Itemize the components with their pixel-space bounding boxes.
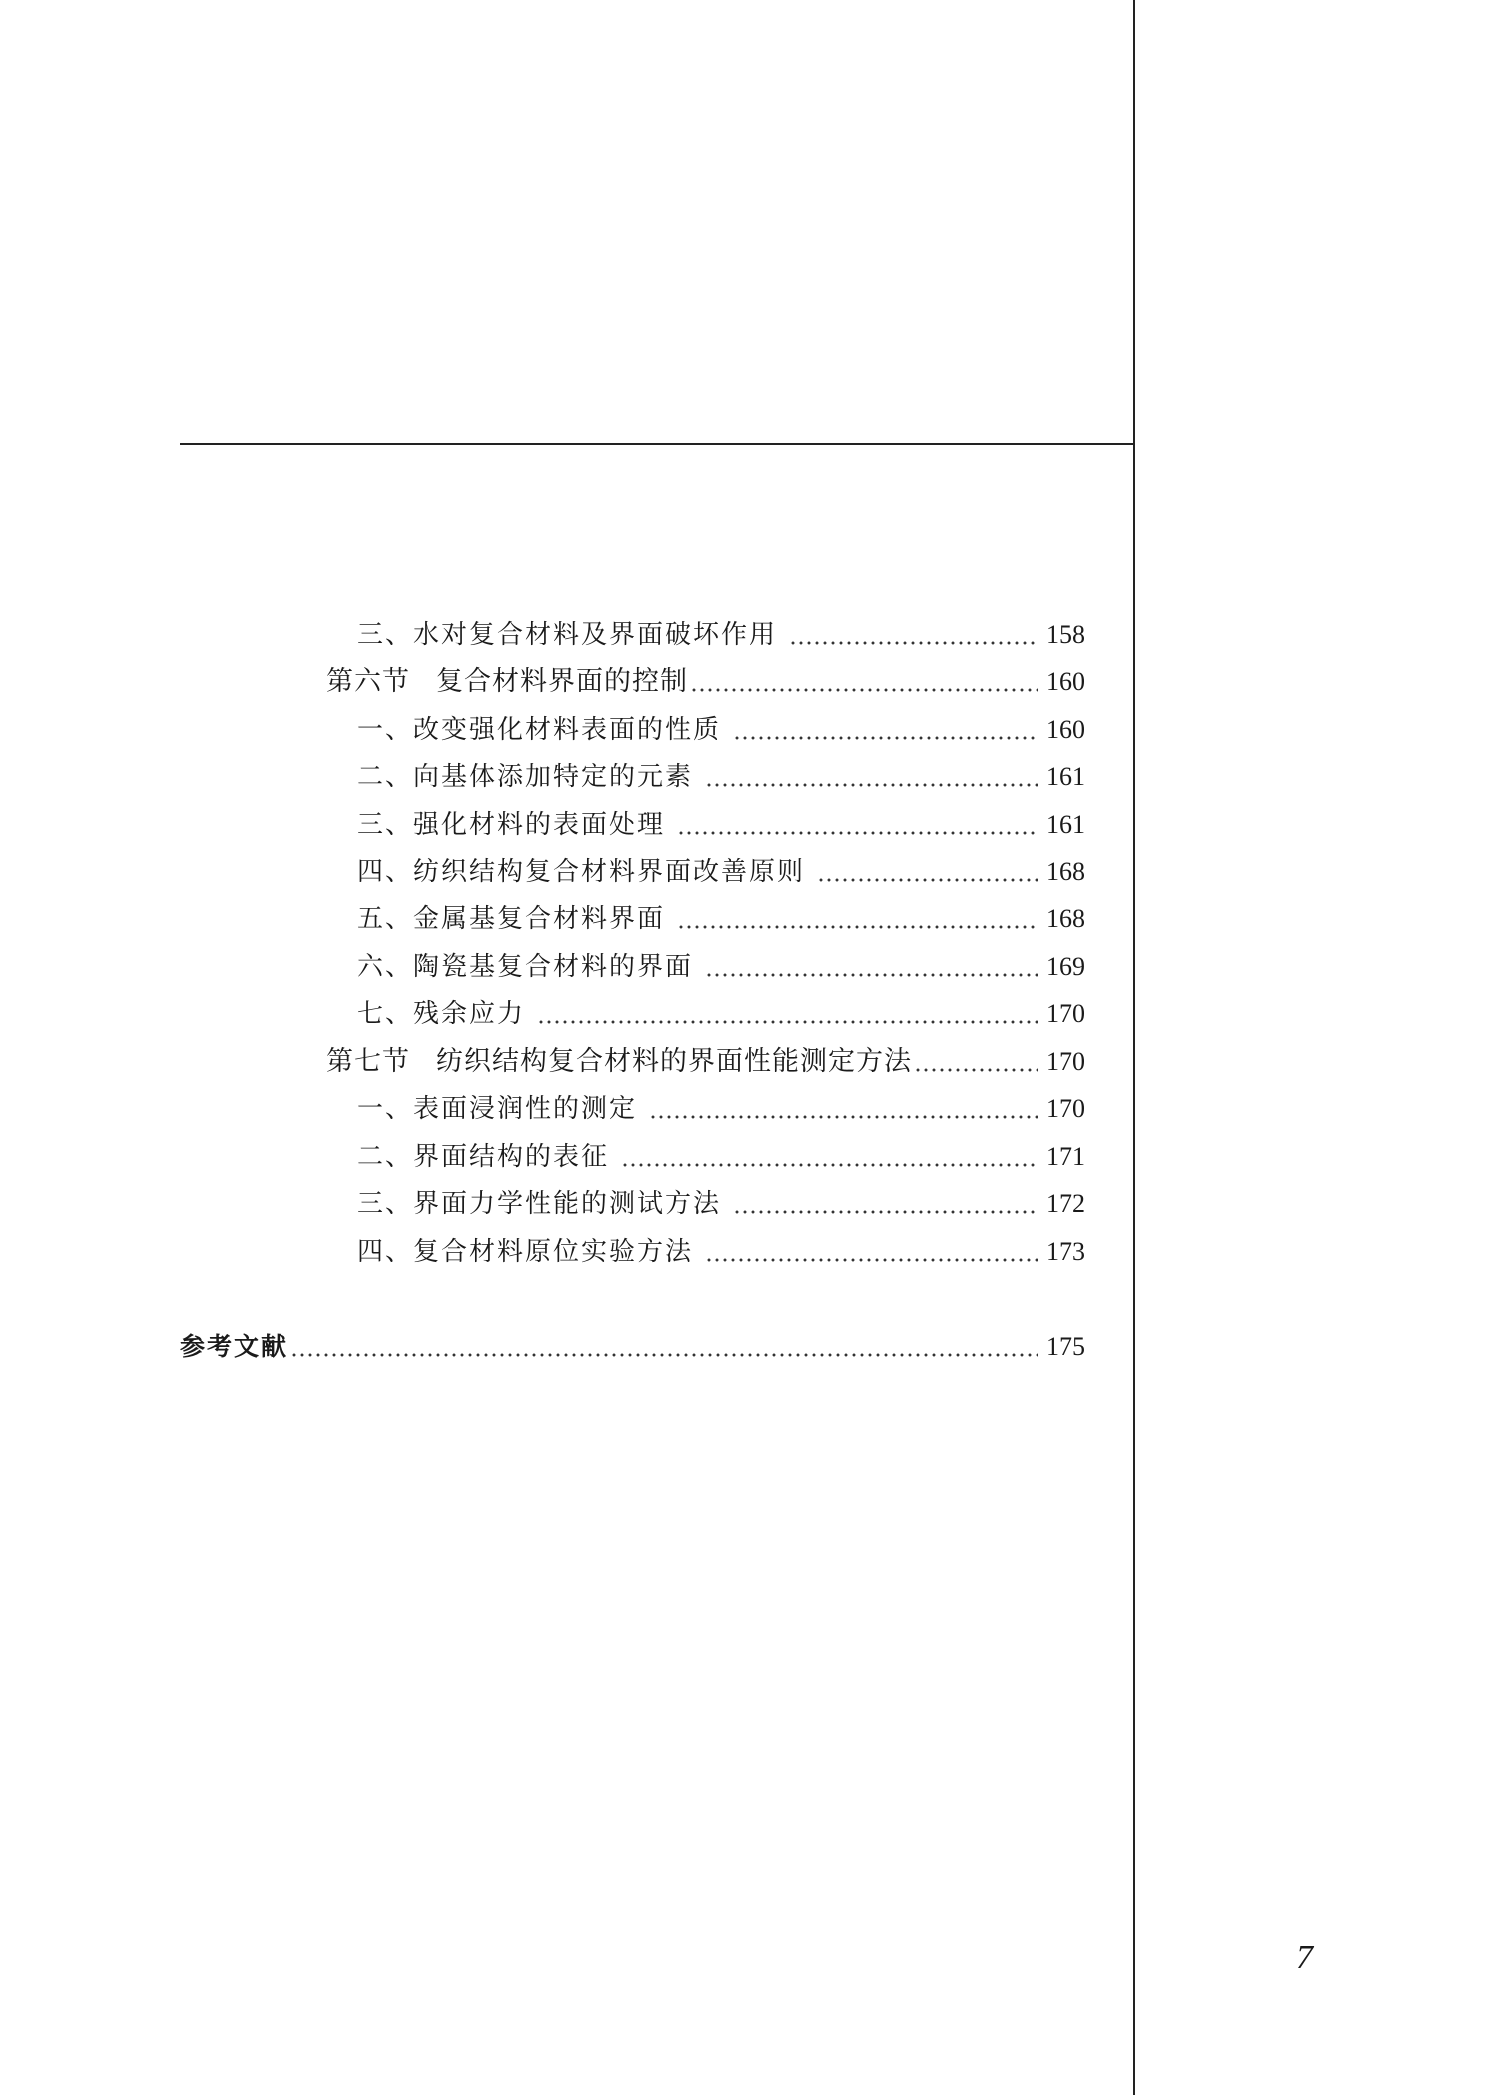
- toc-entry-page: 160: [1046, 667, 1085, 696]
- toc-section-entry[interactable]: [326, 1042, 1085, 1082]
- toc-entry-page: 170: [1046, 1094, 1085, 1123]
- dot-leader: [621, 1137, 1038, 1177]
- toc-entry-page: 161: [1046, 810, 1085, 839]
- dot-leader: [733, 1184, 1038, 1224]
- toc-entry-page: 169: [1046, 952, 1085, 981]
- dot-leader: [705, 757, 1038, 797]
- dot-leader: [690, 662, 1038, 702]
- toc-entry-title: 四、复合材料原位实验方法: [357, 1237, 694, 1267]
- dot-leader: [817, 852, 1038, 892]
- toc-entry[interactable]: [357, 1184, 1085, 1224]
- toc-entry-page: 172: [1046, 1189, 1085, 1218]
- toc-entry-page: 173: [1046, 1237, 1085, 1266]
- toc-entry[interactable]: [357, 805, 1085, 845]
- references-title: 参考文献: [180, 1332, 289, 1361]
- toc-entry-title: 二、向基体添加特定的元素: [357, 762, 694, 792]
- toc-entry[interactable]: [357, 994, 1085, 1034]
- section-number: 第六节: [326, 666, 410, 697]
- toc-entry[interactable]: [357, 1137, 1085, 1177]
- toc-entry-title: 一、改变强化材料表面的性质: [357, 715, 722, 745]
- toc-entry-page: 168: [1046, 904, 1085, 933]
- toc-entry-page: 158: [1046, 620, 1085, 649]
- dot-leader: [733, 710, 1038, 750]
- toc-entry-title: 三、强化材料的表面处理: [357, 810, 666, 840]
- dot-leader: [677, 805, 1038, 845]
- dot-leader: [649, 1089, 1038, 1129]
- page-number: 7: [1296, 1939, 1313, 1976]
- toc-entry[interactable]: [357, 1089, 1085, 1129]
- section-number: 第七节: [326, 1046, 410, 1077]
- toc-entry-page: 170: [1046, 1047, 1085, 1076]
- dot-leader: [705, 947, 1038, 987]
- toc-entry-title: 六、陶瓷基复合材料的界面: [357, 952, 694, 982]
- toc-entry-title: 纺织结构复合材料的界面性能测定方法: [436, 1046, 912, 1077]
- toc-entry-title: 七、残余应力: [357, 999, 526, 1029]
- dot-leader: [537, 994, 1038, 1034]
- toc-entry[interactable]: [357, 757, 1085, 797]
- toc-entry-page: 170: [1046, 999, 1085, 1028]
- toc-entry[interactable]: [357, 899, 1085, 939]
- toc-entry[interactable]: [357, 947, 1085, 987]
- toc-entry-title: 复合材料界面的控制: [436, 666, 688, 697]
- dot-leader: [705, 1232, 1038, 1272]
- references-page: 175: [1046, 1332, 1085, 1361]
- dot-leader: [290, 1327, 1038, 1367]
- toc-entry-title: 三、水对复合材料及界面破坏作用: [357, 620, 778, 650]
- toc-entry[interactable]: [357, 615, 1085, 655]
- dot-leader: [677, 899, 1038, 939]
- toc-entry-title: 一、表面浸润性的测定: [357, 1094, 638, 1124]
- toc-entry[interactable]: [357, 710, 1085, 750]
- toc-entry-title: 二、界面结构的表征: [357, 1142, 610, 1172]
- toc-entry-title: 五、金属基复合材料界面: [357, 904, 666, 934]
- toc-entry[interactable]: [357, 852, 1085, 892]
- toc-entry-page: 171: [1046, 1142, 1085, 1171]
- toc-entry-title: 四、纺织结构复合材料界面改善原则: [357, 857, 806, 887]
- toc-entry-page: 161: [1046, 762, 1085, 791]
- dot-leader: [789, 615, 1038, 655]
- toc-entry-page: 168: [1046, 857, 1085, 886]
- toc-entry-page: 160: [1046, 715, 1085, 744]
- toc-section-entry[interactable]: [326, 662, 1085, 702]
- toc-entry-title: 三、界面力学性能的测试方法: [357, 1189, 722, 1219]
- toc-references-entry[interactable]: [180, 1327, 1085, 1367]
- dot-leader: [914, 1042, 1038, 1082]
- toc-entry[interactable]: [357, 1232, 1085, 1272]
